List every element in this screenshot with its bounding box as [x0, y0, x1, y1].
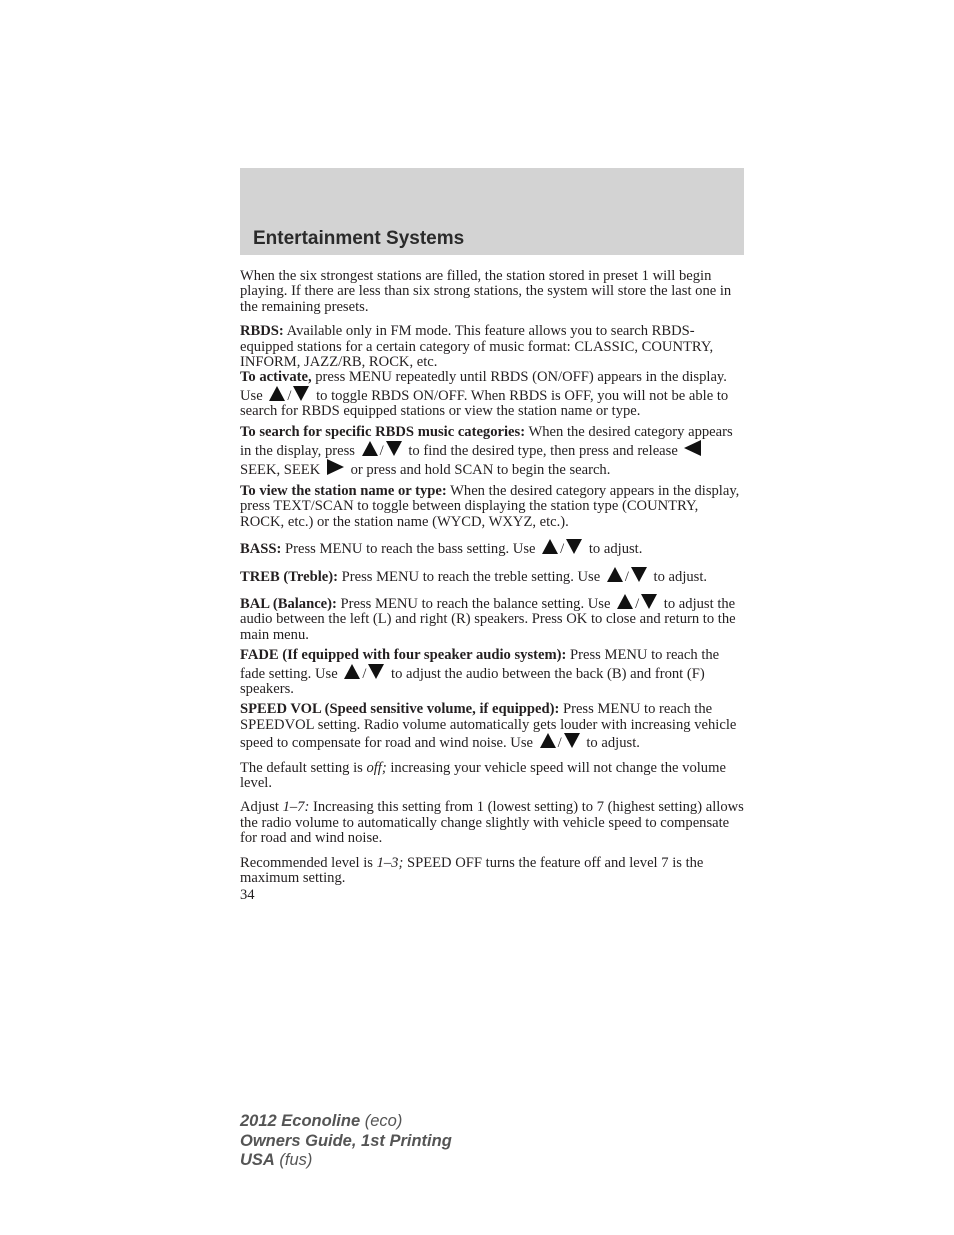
activate-paragraph: To activate, press MENU repeatedly until RBDS (ON/OFF) appears in the display. Use / to toggle RBDS ON/OFF. When RBDS is OFF, you will not be able to search for RBDS equipped stations or view the station name or type.	[240, 369, 729, 420]
rbds-label: RBDS:	[240, 323, 284, 340]
right-arrow-icon	[327, 459, 344, 475]
footer-line-model: 2012 Econoline (eco)	[240, 1112, 403, 1130]
recommended-paragraph: Recommended level is 1–3; SPEED OFF turns the feature off and level 7 is the maximum setting.	[240, 854, 704, 886]
down-arrow-icon	[293, 386, 309, 401]
up-arrow-icon	[607, 567, 623, 582]
search-paragraph: To search for specific RBDS music categories: When the desired category appears in the display, press / to find the desired type, then press and release SEEK, SEEK or press and hold SCAN to begin the search.	[240, 423, 733, 479]
bal-label: BAL (Balance):	[240, 595, 337, 612]
up-arrow-icon	[269, 386, 285, 401]
document-footer	[240, 1112, 452, 1171]
down-arrow-icon	[386, 441, 402, 456]
section-title: Entertainment Systems	[253, 228, 465, 249]
fade-label: FADE (If equipped with four speaker audio system):	[240, 647, 567, 664]
treb-paragraph: TREB (Treble): Press MENU to reach the treble setting. Use / to adjust.	[240, 568, 708, 585]
up-arrow-icon	[362, 441, 378, 456]
search-label: To search for specific RBDS music categories:	[240, 423, 526, 440]
up-arrow-icon	[540, 733, 556, 748]
fade-paragraph: FADE (If equipped with four speaker audio system): Press MENU to reach the fade setting. Use / to adjust the audio between the back (B) and front (F) speakers.	[240, 647, 720, 697]
up-arrow-icon	[344, 664, 360, 679]
preset-paragraph: When the six strongest stations are filled, the station stored in preset 1 will begin playing. If there are less than six strong stations, the system will store the last one in the remaining presets.	[240, 268, 732, 315]
speed-vol-paragraph: SPEED VOL (Speed sensitive volume, if equipped): Press MENU to reach the SPEEDVOL setting. Radio volume automatically gets louder with increasing vehicle speed to compensate for road and wind noise. Use / to adjust.	[240, 701, 737, 752]
footer-line-guide: Owners Guide, 1st Printing	[240, 1131, 452, 1150]
footer-line-region: USA (fus)	[240, 1151, 313, 1169]
left-arrow-icon	[684, 440, 701, 456]
speed-vol-label: SPEED VOL (Speed sensitive volume, if equipped):	[240, 701, 560, 718]
up-arrow-icon	[617, 594, 633, 609]
down-arrow-icon	[368, 664, 384, 679]
up-arrow-icon	[542, 539, 558, 554]
bass-label: BASS:	[240, 541, 282, 558]
down-arrow-icon	[641, 594, 657, 609]
treb-label: TREB (Treble):	[240, 568, 338, 585]
page-number: 34	[240, 887, 255, 904]
view-paragraph: To view the station name or type: When the desired category appears in the display, press TEXT/SCAN to toggle between displaying the station type (COUNTRY, ROCK, etc.) or the station name (WYCD, WXYZ, etc.).	[240, 482, 740, 530]
down-arrow-icon	[631, 567, 647, 582]
activate-label: To activate,	[240, 369, 312, 386]
default-setting-paragraph: The default setting is off; increasing your vehicle speed will not change the volume level.	[240, 759, 726, 791]
view-label: To view the station name or type:	[240, 482, 447, 499]
bal-paragraph: BAL (Balance): Press MENU to reach the balance setting. Use / to adjust the audio between the left (L) and right (R) speakers. Press OK to close and return to the main menu.	[240, 595, 736, 643]
down-arrow-icon	[564, 733, 580, 748]
down-arrow-icon	[566, 539, 582, 554]
page-content	[240, 269, 746, 904]
rbds-paragraph: RBDS: Available only in FM mode. This feature allows you to search RBDS-equipped stations for a certain category of music format: CLASSIC, COUNTRY, INFORM, JAZZ/RB, ROCK, etc.	[240, 323, 714, 371]
bass-paragraph: BASS: Press MENU to reach the bass setting. Use / to adjust.	[240, 541, 643, 558]
adjust-paragraph: Adjust 1–7: Increasing this setting from 1 (lowest setting) to 7 (highest setting) allows the radio volume to automatically change slightly with vehicle speed to compensate for road and wind noise.	[240, 799, 744, 847]
